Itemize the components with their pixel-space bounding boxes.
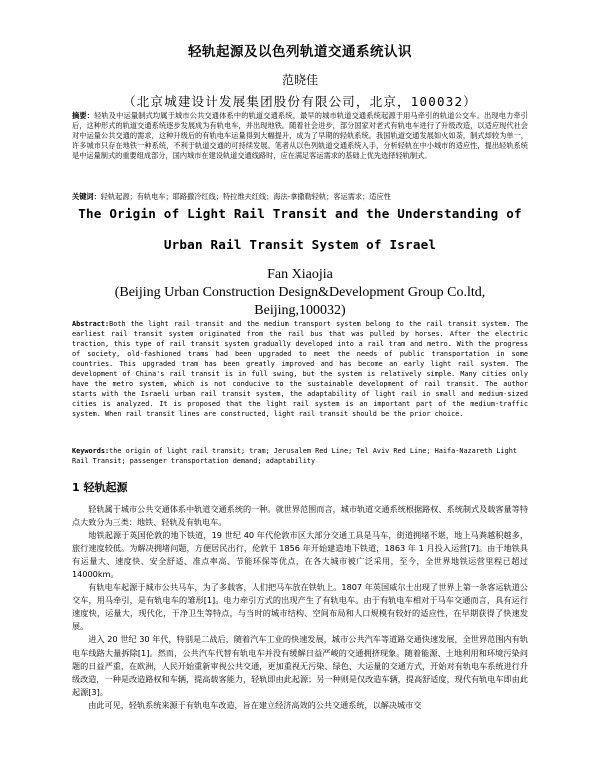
chinese-affiliation: （北京城建设计发展集团股份有限公司，北京，100032） — [123, 94, 477, 109]
body-text — [72, 503, 528, 712]
body-paragraph: 地铁起源于英国伦敦的地下铁道，19 世纪 40 年代伦敦市区大部分交通工具是马车，街道拥堵不堪，地上马粪越积越多，旅行速度较低。为解决拥堵问题，方便居民出行，伦敦于 1856 年开始建造地下铁道，1863 年 1 月投入运营[7]。由于地铁具有运量大、速度快、安全舒适、准点率高、节能环保等优点，在各大城市被广泛采用，至今，全世界地铁运营里程已超过 14000km。 — [72, 530, 528, 580]
english-abstract — [72, 319, 528, 419]
body-paragraph: 有轨电车起源于城市公共马车，为了多载客，人们把马车放在铁轨上。1807 年英国威尔士出现了世界上第一条客运轨道公交车，用马牵引，是有轨电车的雏形[1]。电力牵引方式的出现产生了有轨电车。由于有轨电车相对于马车交通而言，具有运行速度快，运量大，现代化，干净卫生等特点，与当时的城市结构、空间布局和人口规模有较好的适应性，在早期获得了快速发展。 — [72, 582, 528, 632]
english-keywords — [72, 446, 528, 466]
english-abstract-label: Abstract: — [72, 320, 110, 328]
english-title-line-2: Urban Rail Transit System of Israel — [163, 237, 437, 252]
chinese-author: 范晓佳 — [281, 73, 318, 87]
english-affiliation-line-2: Beijing,100032) — [254, 303, 346, 318]
body-paragraph: 由此可见，轻轨系统来源于有轨电车改造，旨在建立经济高效的公共交通系统，以解决城市交 — [88, 699, 422, 710]
english-keywords-text: the origin of light rail transit; tram; Jerusalem Red Line; Tel Aviv Red Line; Haifa-Nazareth Light Rail Transit; passenger transportation demand; adaptability — [72, 447, 518, 465]
english-abstract-text: Both the light rail transit and the medium transport system belong to the rail transit system. The earliest rail transit system originated from the rail bus that was pulled by horses. After the electric traction, this type of rail transit system gradually developed into a rail tram and metro. With the progress of society, old-fashioned trams had been upgraded to meet the needs of public transportation in some countries. This upgraded tram has been greatly improved and has become an early light rail system. The development of China's rail transit is in full swing, but the system is relatively simple. Many cities only have the metro system, which is not conducive to the sustainable development of rail transit. The author starts with the Israeli urban rail transit system, the adaptability of light rail in small and medium-sized cities is analyzed. It is proposed that the light rail system is an important part of the medium-traffic system. When rail transit lines are constructed, light rail transit should be the prior choice. — [72, 320, 528, 419]
english-title-line-1: The Origin of Light Rail Transit and the Understanding of — [78, 206, 522, 221]
english-affiliation-line-1: (Beijing Urban Construction Design&Development Group Co.ltd, — [114, 285, 486, 300]
english-affiliation — [0, 284, 600, 320]
chinese-keywords-text: 轻轨起源；有轨电车；耶路撒冷红线；特拉维夫红线；海法-拿撒勒轻轨；客运需求；适应性 — [100, 192, 391, 201]
chinese-keywords-label: 关键词： — [72, 192, 101, 201]
english-keywords-label: Keywords: — [72, 447, 110, 455]
chinese-abstract — [72, 111, 528, 161]
chinese-title: 轻轨起源及以色列轨道交通系统认识 — [188, 44, 412, 60]
english-author: Fan Xiaojia — [267, 267, 333, 282]
section-heading: 1 轻轨起源 — [72, 481, 128, 494]
chinese-abstract-label: 摘要： — [72, 111, 95, 120]
chinese-abstract-text: 轻轨及中运量制式均属于城市公共交通体系中的轨道交通系统，最早的城市轨道交通系统起源于用马牵引的轨道公交车。出现电力牵引后，这种形式的轨道交通系统逐步发展成为有轨电车，并出现地铁。随着社会进步，部分国家对老式有轨电车进行了升级改造，以适应现代社会对中运量公共交通的需求，这种升级后的有轨电车运量得到大幅提升，成为了早期的轻轨系统。我国轨道交通发展如火如荼，制式却较为单一，许多城市只存在地铁一种系统，不利于轨道交通的可持续发展。笔者从以色列轨道交通系统入手，分析轻轨在中小城市的适应性，提出轻轨系统是中运量制式的重要组成部分，国内城市在建设轨道交通线路时，应在满足客运需求的基础上优先选择轻轨制式。 — [72, 111, 528, 161]
body-paragraph: 进入 20 世纪 30 年代，特别是二战后，随着汽车工业的快速发展，城市公共汽车等道路交通快速发展，全世界范围内有轨电车线路大量拆除[1]。然而，公共汽车代替有轨电车并没有缓解日益严峻的交通拥挤现象。随着能源、土地利用和环境污染问题的日益严重，在欧洲，人民开始重新审视公共交通，更加重视无污染、绿色、大运量的交通方式，开始对有轨电车系统进行升级改造，一种是改造路权和车辆，提高载客能力，轻轨即由此起源；另一种则是仅改造车辆，提高舒适度，现代有轨电车即由此起源[3]。 — [72, 634, 528, 697]
chinese-keywords — [72, 192, 528, 202]
body-paragraph: 轻轨属于城市公共交通体系中轨道交通系统的一种。就世界范围而言，城市轨道交通系统根据路权、系统制式及载客量等特点大致分为三类：地铁、轻轨及有轨电车。 — [72, 504, 528, 528]
